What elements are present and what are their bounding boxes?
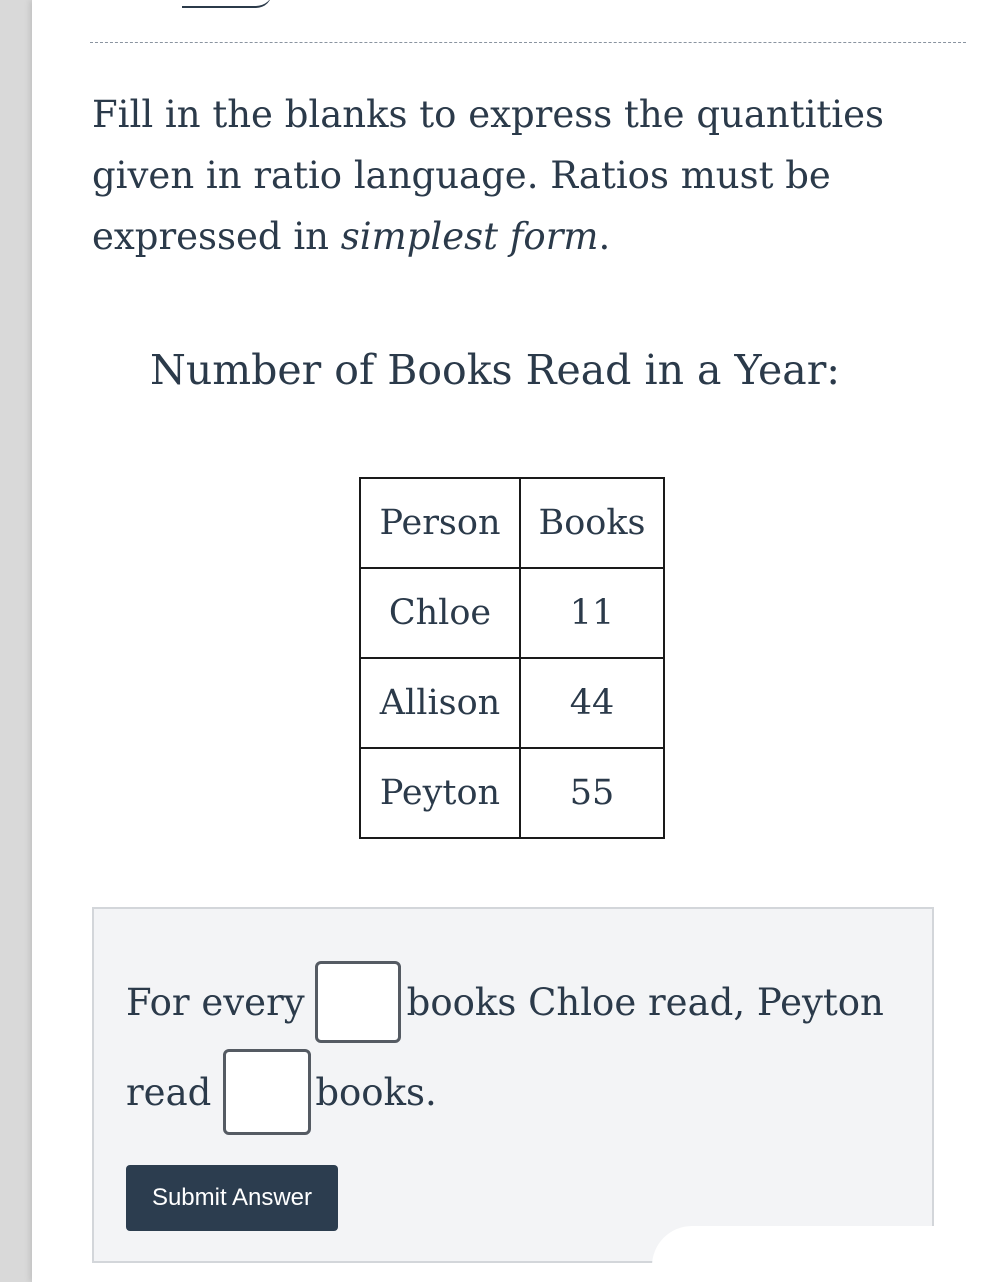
previous-content-fragment <box>182 0 272 8</box>
prompt-end: . <box>598 215 611 258</box>
prompt-emphasis: simplest form <box>340 215 599 258</box>
prompt-text: Fill in the blanks to express the quantities given in ratio language. Ratios must be expressed in <box>92 93 885 258</box>
header-books: Books <box>520 478 664 568</box>
table-header-row <box>360 478 664 568</box>
cell-books: 11 <box>520 568 664 658</box>
answer-text-for-every: For every <box>126 980 305 1024</box>
cell-books: 44 <box>520 658 664 748</box>
answer-text-books-chloe: books Chloe read, Peyton <box>406 980 884 1024</box>
answer-text-books-end: books. <box>315 1070 437 1114</box>
books-table <box>359 477 665 839</box>
chloe-ratio-input[interactable] <box>315 961 401 1043</box>
answer-panel <box>92 907 934 1263</box>
table-row <box>360 748 664 838</box>
answer-text-read: read <box>126 1070 212 1114</box>
cell-person: Chloe <box>360 568 520 658</box>
submit-answer-button[interactable]: Submit Answer <box>126 1165 338 1231</box>
question-prompt <box>92 84 912 267</box>
cell-person: Allison <box>360 658 520 748</box>
section-divider <box>90 42 966 43</box>
corner-overlay <box>652 1226 998 1282</box>
table-row <box>360 658 664 748</box>
table-title: Number of Books Read in a Year: <box>150 346 841 394</box>
header-person: Person <box>360 478 520 568</box>
peyton-ratio-input[interactable] <box>223 1049 311 1135</box>
answer-sentence-line-1 <box>126 961 884 1043</box>
answer-sentence-line-2 <box>126 1049 437 1135</box>
table-row <box>360 568 664 658</box>
question-page <box>32 0 998 1282</box>
cell-person: Peyton <box>360 748 520 838</box>
cell-books: 55 <box>520 748 664 838</box>
